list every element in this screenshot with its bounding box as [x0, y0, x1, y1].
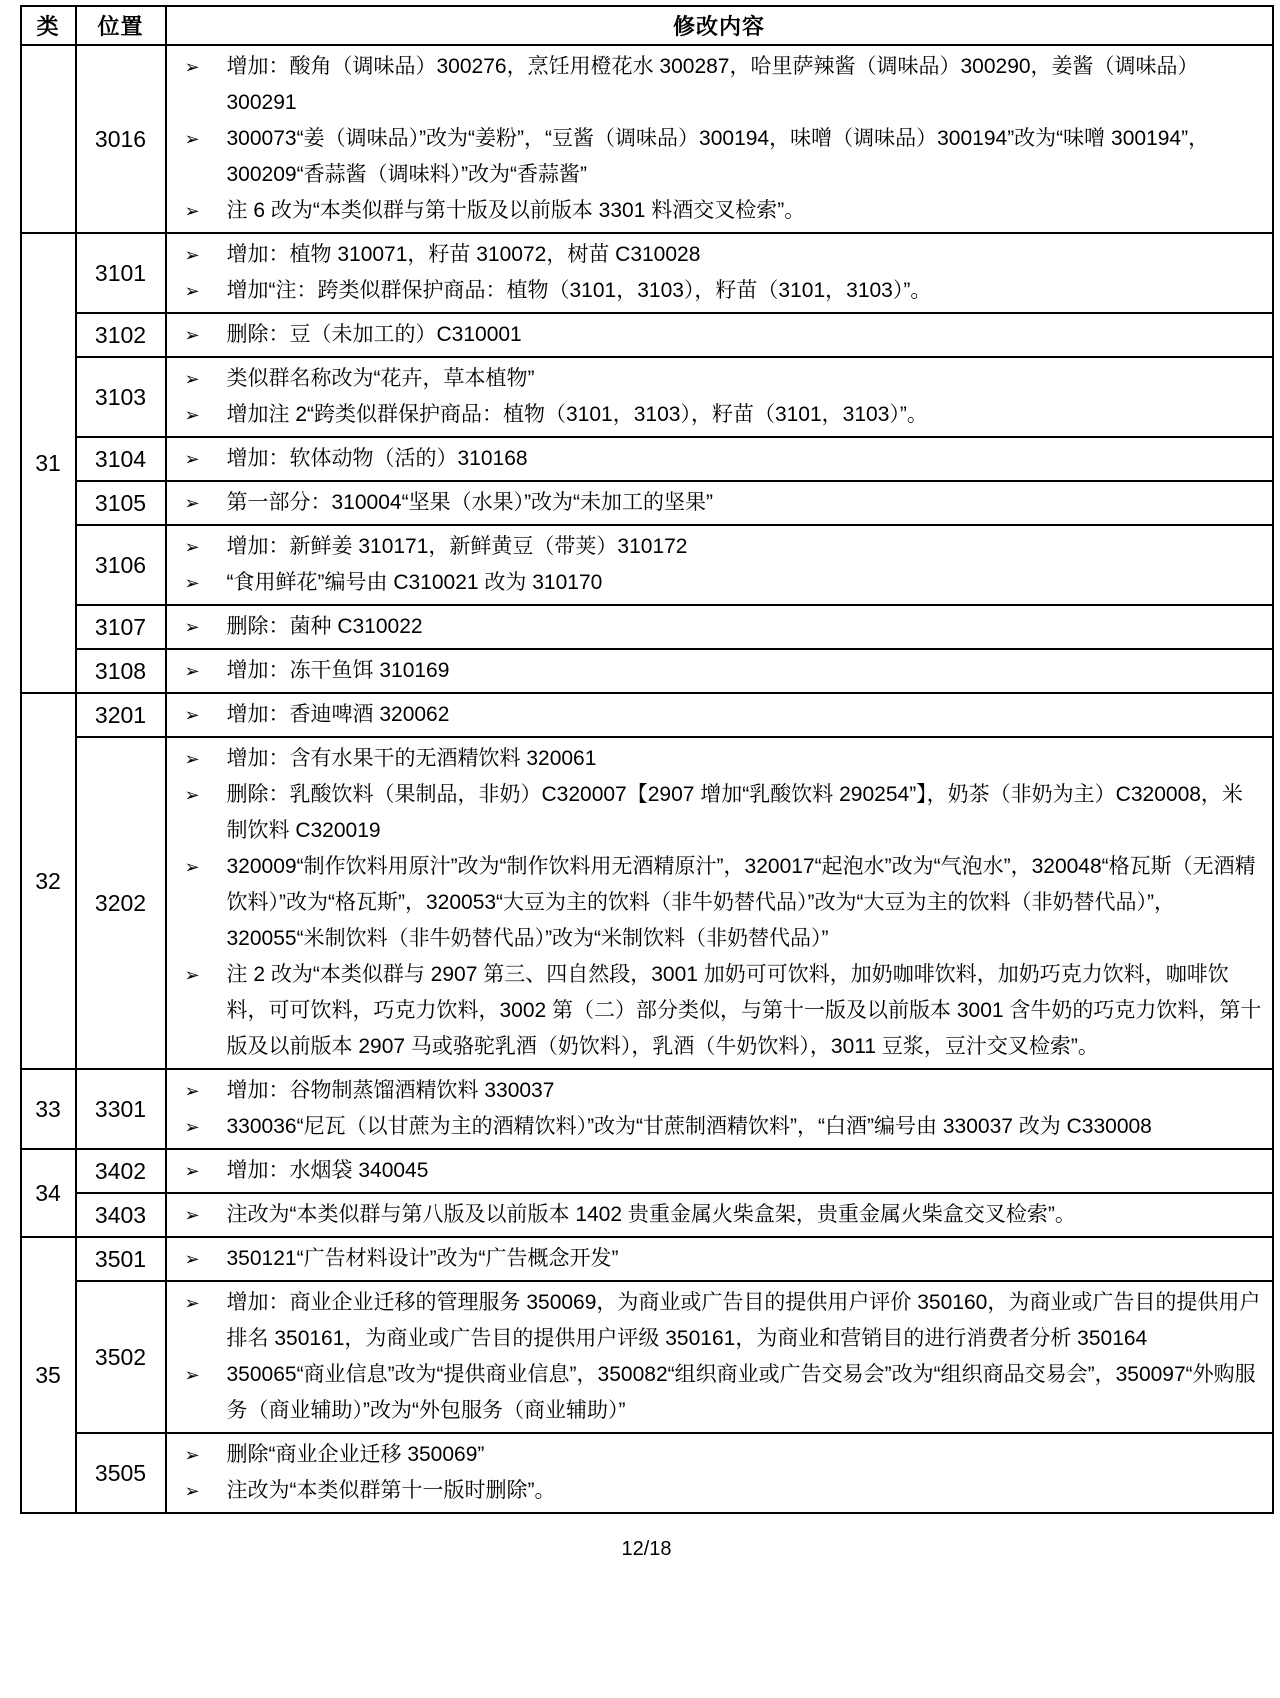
- bullet-item: [181, 697, 1262, 733]
- content-cell: [166, 437, 1273, 481]
- revision-table: [20, 5, 1274, 1514]
- arrow-bullet-icon: ➢: [184, 281, 200, 301]
- table-row: [21, 233, 1273, 313]
- arrow-bullet-icon: ➢: [184, 1445, 200, 1465]
- bullet-text: 第一部分：310004“坚果（水果）”改为“未加工的坚果”: [226, 491, 714, 514]
- bullet-item: [181, 317, 1262, 353]
- bullet-item: [181, 237, 1262, 273]
- bullet-text: 注 6 改为“本类似群与第十版及以前版本 3301 料酒交叉检索”。: [226, 199, 806, 222]
- bullet-text: 注改为“本类似群与第八版及以前版本 1402 贵重金属火柴盒架，贵重金属火柴盒交叉检索”。: [226, 1203, 1076, 1226]
- bullet-item: [181, 273, 1262, 309]
- arrow-bullet-icon: ➢: [184, 57, 200, 77]
- bullet-item: [181, 193, 1262, 229]
- bullet-text: 增加：新鲜姜 310171，新鲜黄豆（带荚）310172: [226, 535, 688, 558]
- position-cell: 3505: [76, 1433, 166, 1513]
- table-row: [21, 1237, 1273, 1281]
- column-header-content: 修改内容: [166, 6, 1273, 45]
- table-row: [21, 357, 1273, 437]
- content-cell: [166, 605, 1273, 649]
- bullet-text: 增加“注：跨类似群保护商品：植物（3101，3103），籽苗（3101，3103）”。: [226, 279, 932, 302]
- table-row: [21, 1149, 1273, 1193]
- position-cell: 3502: [76, 1281, 166, 1433]
- header-row: [21, 6, 1273, 45]
- bullet-text: 增加：植物 310071，籽苗 310072，树苗 C310028: [226, 243, 701, 266]
- arrow-bullet-icon: ➢: [184, 369, 200, 389]
- table-row: [21, 313, 1273, 357]
- bullet-item: [181, 1473, 1262, 1509]
- bullet-text: 删除：菌种 C310022: [226, 615, 423, 638]
- bullet-item: [181, 849, 1262, 957]
- bullet-item: [181, 1153, 1262, 1189]
- position-cell: 3202: [76, 737, 166, 1069]
- arrow-bullet-icon: ➢: [184, 857, 200, 877]
- arrow-bullet-icon: ➢: [184, 1205, 200, 1225]
- position-cell: 3016: [76, 45, 166, 233]
- arrow-bullet-icon: ➢: [184, 965, 200, 985]
- document-page: [7, 5, 1274, 1571]
- class-cell: 32: [21, 693, 76, 1069]
- position-cell: 3105: [76, 481, 166, 525]
- arrow-bullet-icon: ➢: [184, 129, 200, 149]
- arrow-bullet-icon: ➢: [184, 1365, 200, 1385]
- content-cell: [166, 693, 1273, 737]
- arrow-bullet-icon: ➢: [184, 493, 200, 513]
- content-cell: [166, 1237, 1273, 1281]
- arrow-bullet-icon: ➢: [184, 573, 200, 593]
- table-row: [21, 693, 1273, 737]
- bullet-item: [181, 121, 1262, 193]
- class-cell: 33: [21, 1069, 76, 1149]
- bullet-text: 删除：乳酸饮料（果制品，非奶）C320007【2907 增加“乳酸饮料 290254”】，奶茶（非奶为主）C320008，米制饮料 C320019: [226, 783, 1243, 842]
- table-row: [21, 481, 1273, 525]
- arrow-bullet-icon: ➢: [184, 449, 200, 469]
- bullet-text: 330036“尼瓦（以甘蔗为主的酒精饮料）”改为“甘蔗制酒精饮料”，“白酒”编号由 330037 改为 C330008: [226, 1115, 1152, 1138]
- table-row: [21, 437, 1273, 481]
- column-header-class: 类: [21, 6, 76, 45]
- position-cell: 3403: [76, 1193, 166, 1237]
- position-cell: 3102: [76, 313, 166, 357]
- content-cell: [166, 649, 1273, 693]
- class-cell: 31: [21, 233, 76, 693]
- bullet-item: [181, 1357, 1262, 1429]
- arrow-bullet-icon: ➢: [184, 749, 200, 769]
- bullet-item: [181, 777, 1262, 849]
- position-cell: 3201: [76, 693, 166, 737]
- position-cell: 3301: [76, 1069, 166, 1149]
- bullet-text: 增加注 2“跨类似群保护商品：植物（3101，3103），籽苗（3101，3103）”。: [226, 403, 928, 426]
- position-cell: 3108: [76, 649, 166, 693]
- bullet-item: [181, 1437, 1262, 1473]
- position-cell: 3101: [76, 233, 166, 313]
- arrow-bullet-icon: ➢: [184, 245, 200, 265]
- arrow-bullet-icon: ➢: [184, 1293, 200, 1313]
- bullet-item: [181, 441, 1262, 477]
- bullet-item: [181, 485, 1262, 521]
- arrow-bullet-icon: ➢: [184, 705, 200, 725]
- content-cell: [166, 737, 1273, 1069]
- table-row: [21, 1193, 1273, 1237]
- arrow-bullet-icon: ➢: [184, 537, 200, 557]
- bullet-text: 350121“广告材料设计”改为“广告概念开发”: [226, 1247, 619, 1270]
- content-cell: [166, 1281, 1273, 1433]
- bullet-item: [181, 1073, 1262, 1109]
- position-cell: 3104: [76, 437, 166, 481]
- bullet-text: 320009“制作饮料用原汁”改为“制作饮料用无酒精原汁”，320017“起泡水”改为“气泡水”，320048“格瓦斯（无酒精饮料）”改为“格瓦斯”，320053“大豆为主的饮料（非牛奶替代品）”改为“大豆为主的饮料（非奶替代品）”，320055“米制饮料（非牛奶替代品）”改为“米制饮料（非奶替代品）”: [226, 855, 1256, 950]
- table-row: [21, 605, 1273, 649]
- position-cell: 3501: [76, 1237, 166, 1281]
- bullet-item: [181, 1109, 1262, 1145]
- content-cell: [166, 313, 1273, 357]
- arrow-bullet-icon: ➢: [184, 661, 200, 681]
- content-cell: [166, 357, 1273, 437]
- table-row: [21, 737, 1273, 1069]
- bullet-text: 增加：商业企业迁移的管理服务 350069，为商业或广告目的提供用户评价 350160，为商业或广告目的提供用户排名 350161，为商业或广告目的提供用户评级 350161，为商业和营销目的进行消费者分析 350164: [226, 1291, 1261, 1350]
- position-cell: 3402: [76, 1149, 166, 1193]
- bullet-text: 增加：含有水果干的无酒精饮料 320061: [226, 747, 597, 770]
- position-cell: 3106: [76, 525, 166, 605]
- bullet-text: 增加：酸角（调味品）300276，烹饪用橙花水 300287，哈里萨辣酱（调味品）300290，姜酱（调味品）300291: [226, 55, 1199, 114]
- table-row: [21, 525, 1273, 605]
- table-row: [21, 649, 1273, 693]
- content-cell: [166, 1069, 1273, 1149]
- bullet-text: 300073“姜（调味品）”改为“姜粉”，“豆酱（调味品）300194，味噌（调味品）300194”改为“味噌 300194”，300209“香蒜酱（调味料）”改为“香蒜酱”: [226, 127, 1210, 186]
- arrow-bullet-icon: ➢: [184, 1161, 200, 1181]
- bullet-item: [181, 529, 1262, 565]
- table-row: [21, 45, 1273, 233]
- bullet-text: 注改为“本类似群第十一版时删除”。: [226, 1479, 556, 1502]
- content-cell: [166, 1149, 1273, 1193]
- table-row: [21, 1281, 1273, 1433]
- page-number: 12/18: [621, 1538, 672, 1560]
- bullet-item: [181, 49, 1262, 121]
- bullet-item: [181, 565, 1262, 601]
- table-row: [21, 1069, 1273, 1149]
- bullet-text: “食用鲜花”编号由 C310021 改为 310170: [226, 571, 603, 594]
- class-cell: [21, 45, 76, 233]
- bullet-text: 删除“商业企业迁移 350069”: [226, 1443, 485, 1466]
- content-cell: [166, 233, 1273, 313]
- arrow-bullet-icon: ➢: [184, 617, 200, 637]
- arrow-bullet-icon: ➢: [184, 1481, 200, 1501]
- bullet-text: 350065“商业信息”改为“提供商业信息”，350082“组织商业或广告交易会”改为“组织商品交易会”，350097“外购服务（商业辅助）”改为“外包服务（商业辅助）”: [226, 1363, 1256, 1422]
- bullet-item: [181, 1241, 1262, 1277]
- bullet-text: 注 2 改为“本类似群与 2907 第三、四自然段，3001 加奶可可饮料，加奶咖啡饮料，加奶巧克力饮料，咖啡饮料，可可饮料，巧克力饮料，3002 第（二）部分类似，与第十一版及以前版本 3001 含牛奶的巧克力饮料，第十版及以前版本 2907 马或骆驼乳酒（奶饮料），乳酒（牛奶饮料），3011 豆浆，豆汁交叉检索”。: [226, 963, 1262, 1058]
- position-cell: 3103: [76, 357, 166, 437]
- bullet-item: [181, 361, 1262, 397]
- bullet-text: 增加：水烟袋 340045: [226, 1159, 429, 1182]
- arrow-bullet-icon: ➢: [184, 785, 200, 805]
- arrow-bullet-icon: ➢: [184, 1117, 200, 1137]
- content-cell: [166, 45, 1273, 233]
- arrow-bullet-icon: ➢: [184, 1081, 200, 1101]
- bullet-item: [181, 653, 1262, 689]
- bullet-text: 类似群名称改为“花卉，草本植物”: [226, 367, 535, 390]
- bullet-item: [181, 1285, 1262, 1357]
- class-cell: 35: [21, 1237, 76, 1513]
- content-cell: [166, 525, 1273, 605]
- bullet-item: [181, 1197, 1262, 1233]
- column-header-position: 位置: [76, 6, 166, 45]
- bullet-text: 增加：香迪啤酒 320062: [226, 703, 450, 726]
- arrow-bullet-icon: ➢: [184, 1249, 200, 1269]
- bullet-item: [181, 397, 1262, 433]
- arrow-bullet-icon: ➢: [184, 405, 200, 425]
- bullet-item: [181, 957, 1262, 1065]
- content-cell: [166, 1433, 1273, 1513]
- table-row: [21, 1433, 1273, 1513]
- class-cell: 34: [21, 1149, 76, 1237]
- content-cell: [166, 481, 1273, 525]
- bullet-text: 增加：软体动物（活的）310168: [226, 447, 528, 470]
- bullet-text: 增加：谷物制蒸馏酒精饮料 330037: [226, 1079, 555, 1102]
- bullet-item: [181, 741, 1262, 777]
- content-cell: [166, 1193, 1273, 1237]
- position-cell: 3107: [76, 605, 166, 649]
- bullet-text: 删除：豆（未加工的）C310001: [226, 323, 522, 346]
- bullet-text: 增加：冻干鱼饵 310169: [226, 659, 450, 682]
- arrow-bullet-icon: ➢: [184, 325, 200, 345]
- bullet-item: [181, 609, 1262, 645]
- arrow-bullet-icon: ➢: [184, 201, 200, 221]
